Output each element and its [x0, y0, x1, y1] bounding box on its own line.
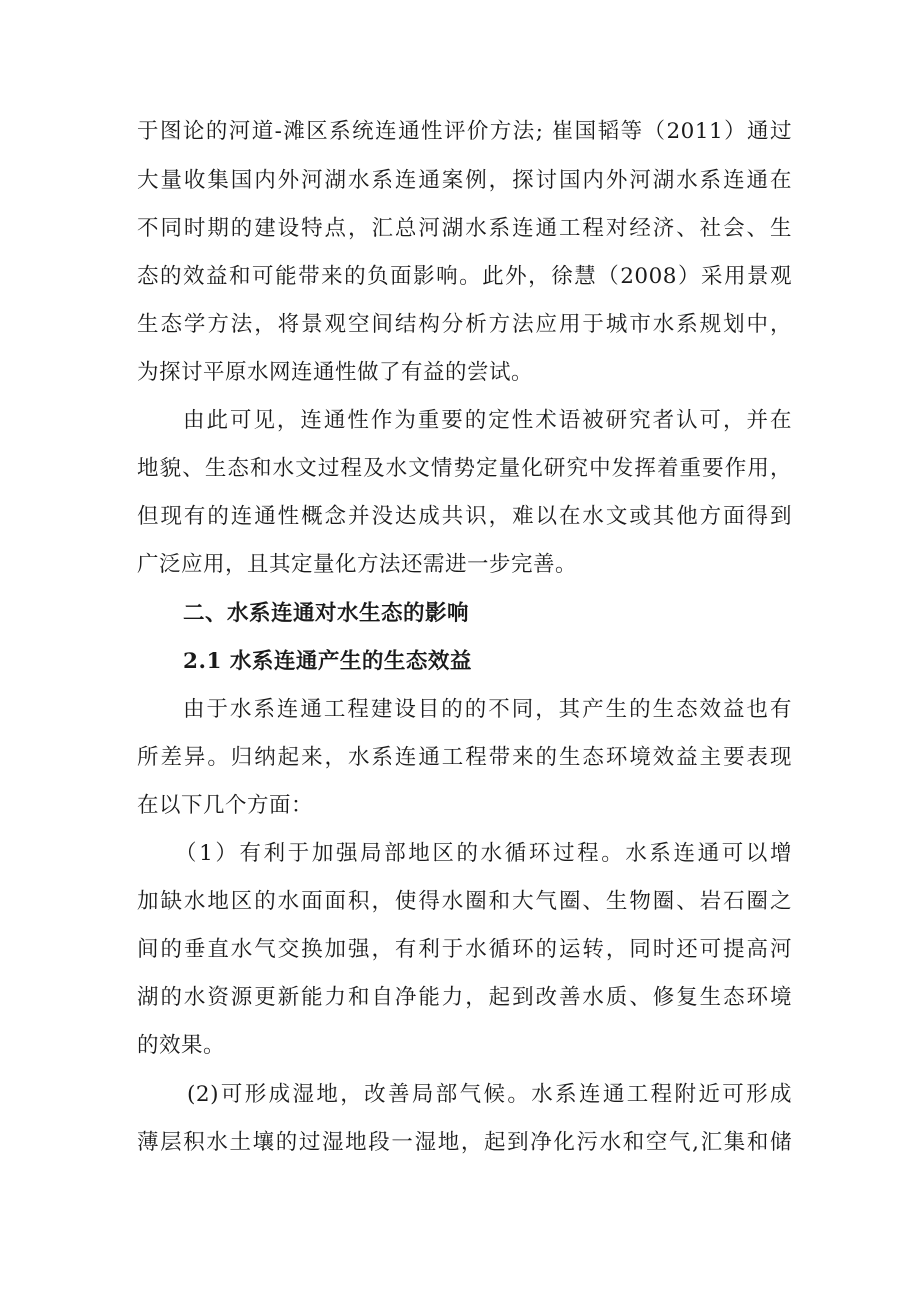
paragraph-line: （1）有利于加强局部地区的水循环过程。水系连通可以增	[175, 841, 792, 866]
paragraph-line: 加缺水地区的水面面积，使得水圈和大气圈、生物圈、岩石圈之	[137, 889, 792, 914]
paragraph-line: 所差异。归纳起来，水系连通工程带来的生态环境效益主要表现	[137, 745, 792, 770]
subsection-heading: 2.1 水系连通产生的生态效益	[183, 649, 472, 674]
paragraph-line: 湖的水资源更新能力和自净能力，起到改善水质、修复生态环境	[137, 985, 792, 1010]
paragraph-line: (2)可形成湿地，改善局部气候。水系连通工程附近可形成	[187, 1082, 792, 1107]
paragraph-line: 广泛应用，且其定量化方法还需进一步完善。	[137, 552, 578, 577]
paragraph-line: 的效果。	[137, 1033, 226, 1058]
paragraph-line: 薄层积水土壤的过湿地段一湿地，起到净化污水和空气,汇集和储	[137, 1130, 792, 1155]
paragraph-line: 态的效益和可能带来的负面影响。此外，徐慧（2008）采用景观	[137, 264, 792, 289]
paragraph-line: 但现有的连通性概念并没达成共识，难以在水文或其他方面得到	[137, 504, 792, 529]
paragraph-line: 间的垂直水气交换加强，有利于水循环的运转，同时还可提高河	[137, 937, 792, 962]
paragraph-line: 大量收集国内外河湖水系连通案例，探讨国内外河湖水系连通在	[137, 168, 792, 193]
paragraph-line: 由于水系连通工程建设目的的不同，其产生的生态效益也有	[183, 697, 792, 722]
paragraph-line: 生态学方法，将景观空间结构分析方法应用于城市水系规划中，	[137, 312, 792, 337]
paragraph-line: 地貌、生态和水文过程及水文情势定量化研究中发挥着重要作用，	[137, 456, 792, 481]
paragraph-line: 不同时期的建设特点，汇总河湖水系连通工程对经济、社会、生	[137, 216, 792, 241]
section-heading: 二、水系连通对水生态的影响	[183, 601, 470, 626]
paragraph-line: 为探讨平原水网连通性做了有益的尝试。	[137, 360, 534, 385]
paragraph-line: 由此可见，连通性作为重要的定性术语被研究者认可，并在	[183, 408, 792, 433]
paragraph-line: 于图论的河道-滩区系统连通性评价方法; 崔国韬等（2011）通过	[137, 119, 792, 144]
paragraph-line: 在以下几个方面：	[137, 793, 314, 818]
